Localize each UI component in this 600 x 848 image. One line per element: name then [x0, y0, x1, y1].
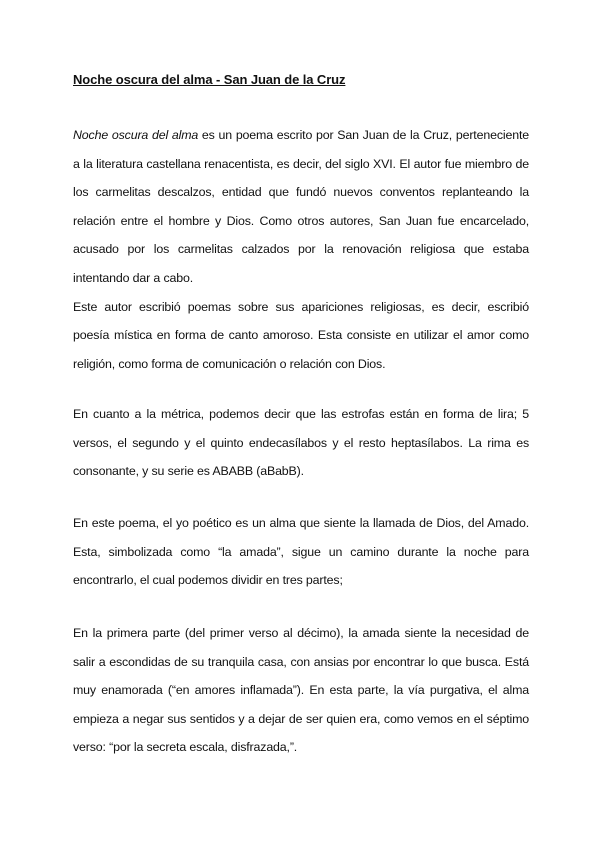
- intro-text: es un poema escrito por San Juan de la Cruz, perteneciente a la literatura castellana renacentista, es decir, del siglo XVI. El autor fue miembro de los carmelitas descalzos, entidad que fundó nuevos conventos replanteando la relación entre el hombre y Dios. Como otros autores, San Juan fue encarcelado, acusado por los carmelitas calzados por la renovación religiosa que estaba intentando dar a cabo.: [73, 128, 529, 285]
- yo-poetico-paragraph: [73, 509, 529, 595]
- intro-first: [73, 121, 529, 293]
- primera-parte-text: En la primera parte (del primer verso al décimo), la amada siente la necesidad de salir a escondidas de su tranquila casa, con ansias por encontrar lo que busca. Está muy enamorada (“en amores inflamada”). En esta parte, la vía purgativa, el alma empieza a negar sus sentidos y a dejar de ser quien era, como vemos en el séptimo verso: “por la secreta escala, disfrazada,”.: [73, 626, 529, 755]
- metrica-paragraph: [73, 400, 529, 486]
- primera-parte-paragraph: [73, 619, 529, 762]
- intro-paragraph: [73, 121, 529, 378]
- document-title: Noche oscura del alma - San Juan de la Cruz: [73, 72, 346, 87]
- intro-second: Este autor escribió poemas sobre sus apariciones religiosas, es decir, escribió poesía mística en forma de canto amoroso. Esta consiste en utilizar el amor como religión, como forma de comunicación o relación con Dios.: [73, 299, 529, 371]
- metrica-text: En cuanto a la métrica, podemos decir que las estrofas están en forma de lira; 5 versos, el segundo y el quinto endecasílabos y el resto heptasílabos. La rima es consonante, y su serie es ABABB (aBabB).: [73, 407, 529, 479]
- poem-title-italic: Noche oscura del alma: [73, 128, 199, 142]
- yo-poetico-text: En este poema, el yo poético es un alma que siente la llamada de Dios, del Amado. Esta, simbolizada como “la amada”, sigue un camino durante la noche para encontrarlo, el cual podemos dividir en tres partes;: [73, 516, 529, 588]
